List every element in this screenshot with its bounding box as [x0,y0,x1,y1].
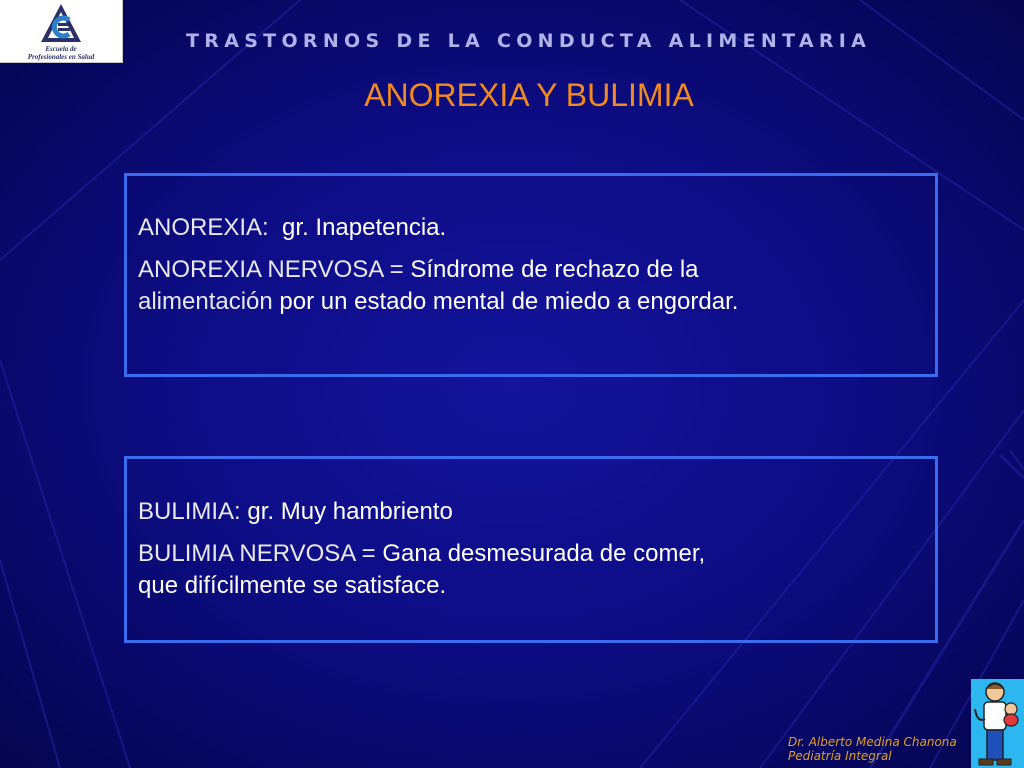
school-logo-icon [38,2,84,46]
bulimia-box-content [138,496,915,612]
anorexia-nervosa-text: Síndrome de rechazo de la [410,256,699,283]
anorexia-definition-box [124,173,938,377]
bulimia-nervosa-text-2: que difícilmente se satisface. [138,572,447,599]
school-logo [0,0,123,63]
slide-subtitle: ANOREXIA Y BULIMIA [364,77,694,113]
anorexia-nervosa-definition [138,254,915,318]
anorexia-nervosa-term-2: alimentación [138,288,273,315]
bulimia-definition-box [124,456,938,643]
footer-author: Dr. Alberto Medina Chanona [788,735,957,749]
bulimia-nervosa-term: BULIMIA NERVOSA = [138,540,376,567]
pediatrician-clipart [971,679,1024,768]
anorexia-etymology-text: gr. Inapetencia. [282,214,447,241]
logo-text-line1: Escuela de [45,45,77,53]
footer-subject: Pediatría Integral [788,749,892,763]
anorexia-box-content [138,212,915,328]
bulimia-nervosa-text: Gana desmesurada de comer, [382,540,706,567]
bulimia-term: BULIMIA: [138,498,241,525]
anorexia-nervosa-term: ANOREXIA NERVOSA = [138,256,404,283]
anorexia-term: ANOREXIA: [138,214,269,241]
bulimia-etymology [138,496,915,528]
logo-text-line2: Profesionales en Salud [27,53,95,61]
header-title: TRASTORNOS DE LA CONDUCTA ALIMENTARIA [186,30,872,52]
pediatrician-clipart-icon [971,679,1024,768]
bulimia-etymology-text: gr. Muy hambriento [247,498,453,525]
anorexia-nervosa-text-2: por un estado mental de miedo a engordar. [279,288,739,315]
anorexia-etymology [138,212,915,244]
bulimia-nervosa-definition [138,538,915,602]
